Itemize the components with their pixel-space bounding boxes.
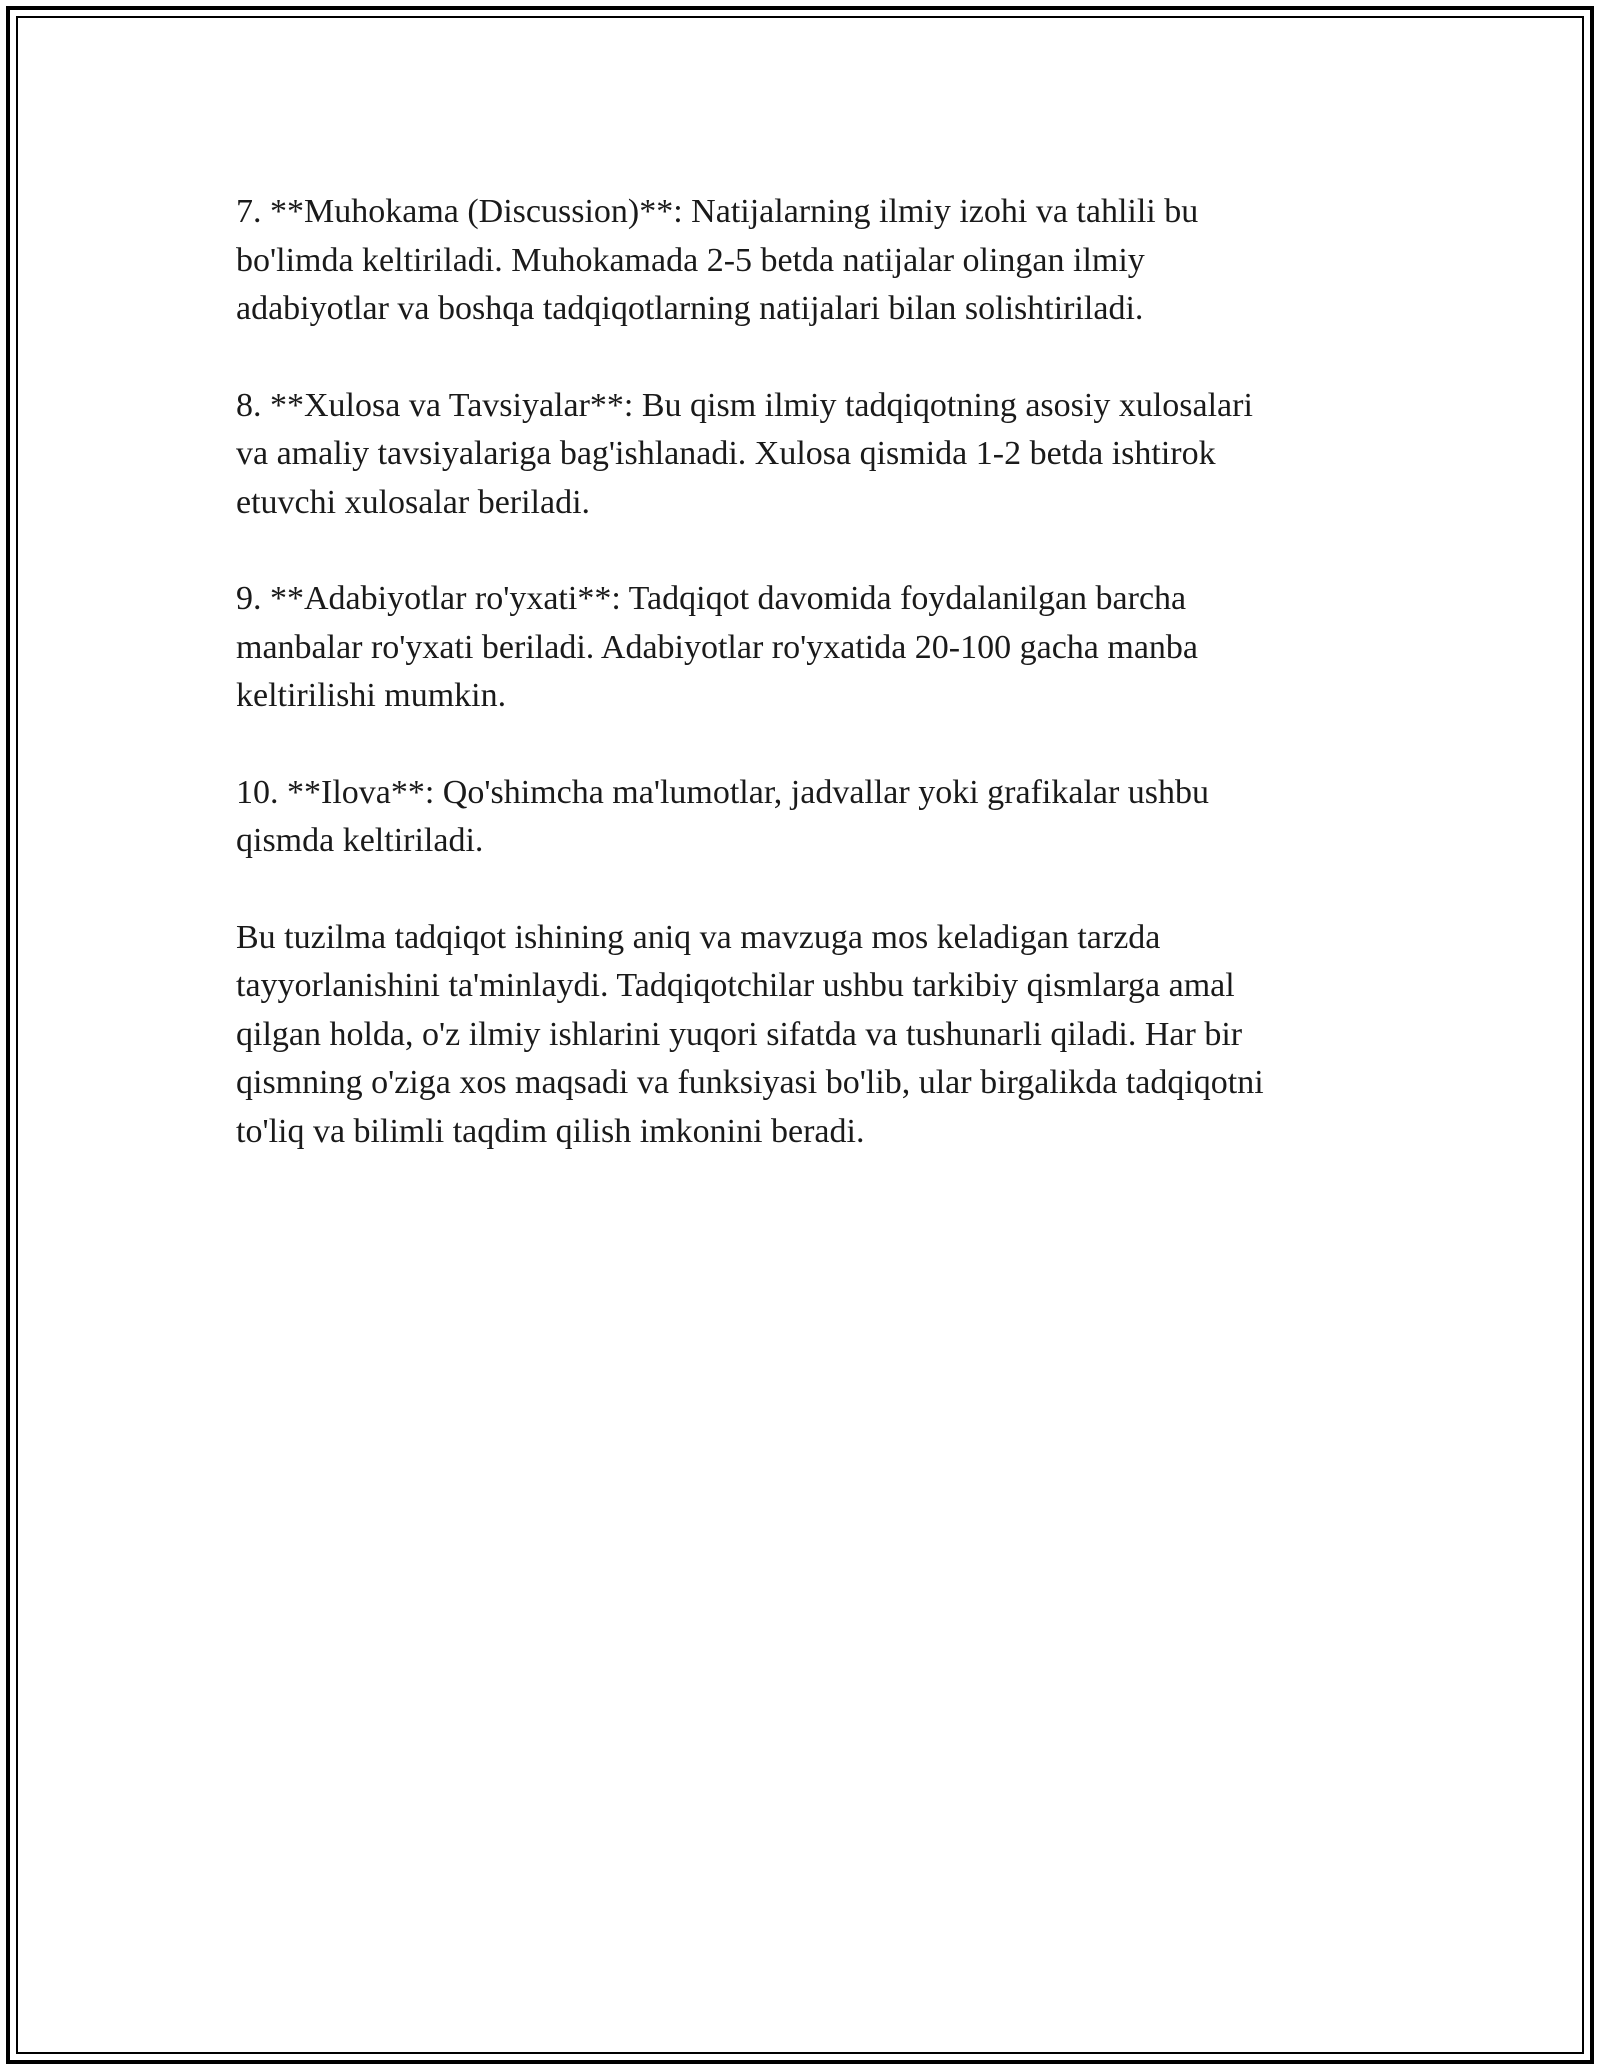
paragraph-conclusions: [236, 382, 1356, 528]
text-line: to'liq va bilimli taqdim qilish imkonini beradi.: [236, 1112, 865, 1150]
text-line: adabiyotlar va boshqa tadqiqotlarning natijalari bilan solishtiriladi.: [236, 290, 1144, 327]
text-line: etuvchi xulosalar beriladi.: [236, 483, 591, 521]
paragraph-discussion: [236, 188, 1356, 334]
text-line: tayyorlanishini ta'minlaydi. Tadqiqotchilar ushbu tarkibiy qismlarga amal: [236, 967, 1235, 1004]
text-line: qismda keltiriladi.: [236, 822, 484, 859]
text-line: manbalar ro'yxati beriladi. Adabiyotlar ro'yxatida 20-100 gacha manba: [236, 628, 1199, 666]
text-line: 7. **Muhokama (Discussion)**: Natijalarning ilmiy izohi va tahlili bu: [236, 193, 1199, 230]
text-line: 9. **Adabiyotlar ro'yxati**: Tadqiqot davomida foydalanilgan barcha: [236, 580, 1187, 617]
document-body: [236, 188, 1356, 1204]
text-line: keltirilishi mumkin.: [236, 677, 507, 714]
text-line: Bu tuzilma tadqiqot ishining aniq va mavzuga mos keladigan tarzda: [236, 918, 1161, 956]
text-line: qilgan holda, o'z ilmiy ishlarini yuqori sifatda va tushunarli qiladi. Har bir: [236, 1015, 1243, 1053]
paragraph-summary: [236, 914, 1356, 1157]
text-line: 8. **Xulosa va Tavsiyalar**: Bu qism ilmiy tadqiqotning asosiy xulosalari: [236, 386, 1253, 424]
text-line: bo'limda keltiriladi. Muhokamada 2-5 betda natijalar olingan ilmiy: [236, 241, 1145, 279]
text-line: qismning o'ziga xos maqsadi va funksiyasi bo'lib, ular birgalikda tadqiqotni: [236, 1064, 1264, 1101]
paragraph-references: [236, 575, 1356, 721]
paragraph-appendix: [236, 769, 1356, 866]
text-line: va amaliy tavsiyalariga bag'ishlanadi. Xulosa qismida 1-2 betda ishtirok: [236, 435, 1216, 472]
text-line: 10. **Ilova**: Qo'shimcha ma'lumotlar, jadvallar yoki grafikalar ushbu: [236, 773, 1210, 811]
